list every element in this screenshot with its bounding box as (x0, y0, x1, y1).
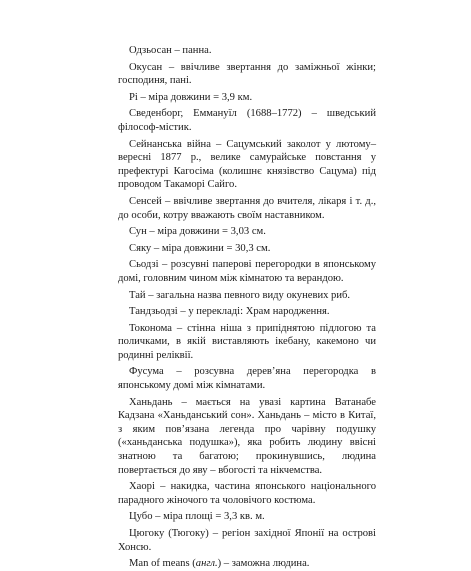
glossary-entry: Сведенборг, Еммануїл (1688–1772) – шведський філософ-містик. (118, 108, 376, 133)
glossary-entry: Тай – загальна назва певного виду окуневих риб. (129, 289, 351, 301)
glossary-entry: Цубо – міра площі = 3,3 кв. м. (129, 511, 265, 523)
glossary-entry: Окусан – ввічливе звертання до заміжньої жінки; господиня, пані. (118, 61, 376, 87)
language-abbreviation: англ. (195, 558, 218, 570)
glossary-entry: Хаорі – накидка, частина японського національного парадного жіночого та чоловічого костюма. (118, 481, 376, 506)
glossary-entry: Сяку – міра довжини = 30,3 см. (129, 242, 271, 254)
glossary-entry (118, 557, 376, 571)
entry-text: Man of means ( (129, 558, 196, 570)
glossary-entry: Сун – міра довжини = 3,03 см. (129, 226, 266, 238)
glossary-entry: Сейнанська війна – Сацумський заколот у лютому–вересні 1877 р., велике самурайське повстання у префектурі Кагосіма (колишнє князівство Сацума) під проводом Такаморі Сайго. (118, 138, 376, 191)
glossary-entry: Фусума – розсувна дерев’яна перегородка в японському домі між кімнатами. (118, 366, 376, 392)
entry-text: ) – заможна людина. (217, 558, 310, 570)
glossary-entry: Токонома – стінна ніша з припіднятою підлогою та поличками, в якій виставляють ікебану, какемоно чи родинні реліквії. (118, 322, 376, 361)
glossary-entry: Сьодзі – розсувні паперові перегородки в японському домі, головним чином між кімнатою та верандою. (118, 259, 376, 284)
glossary-entry: Ханьдань – мається на увазі картина Ватанабе Кадзана «Ханьданський сон». Ханьдань – місто в Китаї, з яким пов’язана легенда про чарівну подушку («ханьданська подушка»), яка робить людину ввісні знатною та багатою; прокинувшись, людина повертається до яву – вбогості та нікчемства. (118, 396, 376, 476)
glossary-page (118, 44, 376, 571)
glossary-entry: Сенсей – ввічливе звертання до вчителя, лікаря і т. д., до особи, котру вважають своїм наставником. (118, 195, 376, 221)
glossary-entry: Цюгоку (Тюгоку) – регіон західної Японії на острові Хонсю. (118, 528, 376, 553)
glossary-entry: Одзьосан – панна. (129, 45, 212, 56)
glossary-entry: Рі – міра довжини = 3,9 км. (129, 91, 253, 103)
glossary-entry: Тандзьодзі – у перекладі: Храм народження. (129, 306, 330, 318)
